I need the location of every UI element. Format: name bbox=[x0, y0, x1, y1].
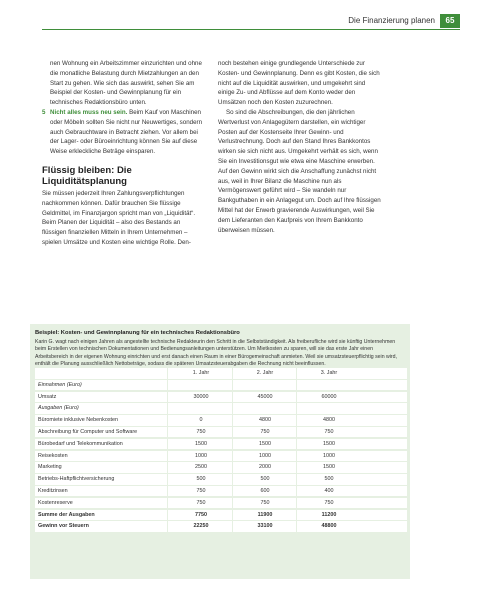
row-value-year-1: 7750 bbox=[195, 511, 207, 518]
row-value-year-3: 60000 bbox=[321, 393, 337, 400]
row-value-year-1 bbox=[171, 380, 231, 391]
row-label: Einnahmen (Euro) bbox=[38, 381, 82, 388]
row-label: Summe der Ausgaben bbox=[38, 511, 95, 518]
column-header bbox=[38, 368, 166, 379]
table-row bbox=[35, 498, 407, 509]
table-row bbox=[35, 380, 407, 391]
body-paragraph: So sind die Abschreibungen, die den jährlichen Wertverlust von Anlagegütern darstellen, ein wichtiger Posten auf der Kostenseite Ihrer Gewinn- und Verlustrechnung. Doch auf den Stand Ihres Bankkontos wirken sie sich nicht aus. Umgekehrt verhält es sich, wenn Sie ein Investitionsgut wie etwa eine Maschine erwerben. Auf den Gewinn wirkt sich die Anschaffung zunächst nicht aus, weil in Ihrer Bilanz die Maschine nun als Vermögenswert geführt wird – Sie wandeln nur Bankguthaben in ein Anlagegut um. Doch auf Ihre flüssigen Mittel hat der Erwerb gravierende Auswirkungen, weil Sie dem Lieferanten den Kaufpreis von Ihrem Bankkonto überweisen müssen. bbox=[218, 108, 381, 234]
row-value-year-2: 11900 bbox=[257, 511, 273, 518]
table-row bbox=[35, 462, 407, 473]
column-header: 3. Jahr bbox=[320, 370, 338, 376]
page-header bbox=[0, 14, 480, 30]
table-row bbox=[35, 439, 407, 450]
row-value-year-2: 750 bbox=[260, 428, 270, 435]
row-value-year-2: 750 bbox=[260, 499, 270, 506]
row-label: Marketing bbox=[38, 464, 62, 471]
row-value-year-2: 4800 bbox=[259, 417, 271, 424]
table-row bbox=[35, 510, 407, 521]
row-value-year-1: 22250 bbox=[193, 523, 209, 530]
row-label: Gewinn vor Steuern bbox=[38, 523, 89, 530]
row-value-year-2: 33100 bbox=[257, 523, 273, 530]
row-value-year-2: 2000 bbox=[259, 464, 271, 471]
table-row bbox=[35, 451, 407, 462]
row-value-year-3: 1000 bbox=[323, 452, 335, 459]
row-label: Kreditzinsen bbox=[38, 487, 68, 494]
row-value-year-3 bbox=[299, 403, 359, 414]
row-label: Ausgaben (Euro) bbox=[38, 405, 79, 412]
table-header-row bbox=[35, 368, 407, 379]
row-label: Büromiete inklusive Nebenkosten bbox=[38, 417, 119, 424]
row-label: Umsatz bbox=[38, 393, 57, 400]
row-value-year-2: 500 bbox=[260, 476, 270, 483]
list-item-text: Beim Kauf von Maschinen oder Möbeln sollten Sie nicht nur Neuwertiges, sondern auch Gebrauchtware in Betracht ziehen. Vor allem bei der Lager- oder Büroeinrichtung können Sie auf diese Weise erkleckliche Beträge einsparen. bbox=[50, 108, 203, 156]
row-value-year-2: 45000 bbox=[257, 393, 273, 400]
row-value-year-3: 11200 bbox=[321, 511, 337, 518]
running-title: Die Finanzierung planen bbox=[348, 16, 435, 25]
row-value-year-3: 1500 bbox=[323, 464, 335, 471]
list-item-text: nen Wohnung ein Arbeitszimmer einzurichten und ohne die monatliche Belastung durch Mietzahlungen an den Start zu gehen. Wie sich das auswirkt, sehen Sie am Beispiel der Kosten- und Gewinnplanung für ein technisches Redaktionsbüro unten. bbox=[50, 60, 202, 107]
row-label: Betriebs-Haftpflichtversicherung bbox=[38, 476, 115, 483]
table-row bbox=[35, 403, 407, 414]
row-label: Bürobedarf und Telekommunikation bbox=[38, 440, 123, 447]
row-value-year-3: 500 bbox=[324, 476, 334, 483]
header-rule bbox=[42, 29, 460, 30]
body-paragraph: Sie müssen jederzeit Ihren Zahlungsverpflichtungen nachkommen können. Dafür brauchen Sie flüssige Geldmittel, im Finanzjargon spricht man von „Liquidität“. Beim Planen der Liquidität – also des Bestands an flüssigen finanziellen Mitteln in Ihrem Unternehmen – spielen Umsätze und Kosten eine wichtige Rolle. Den- bbox=[42, 189, 196, 246]
example-text: Karin G. wagt nach einigen Jahren als angestellte technische Redakteurin den Schritt in die Selbstständigkeit. Als freiberufliche wird sie künftig Unternehmen beim Erstellen von technischen Dokumentationen und Bedienungsanleitungen unterstützen. Um Mietkosten zu sparen, will sie das erste Jahr einen Arbeitsbereich in der eigenen Wohnung einrichten und erst danach einen Raum in einer Bürogemeinschaft anmieten. Weil sie umsatzsteuerpflichtig sein wird, enthält die Planung ausschließlich Nettobeträge, sodass die späteren Umsatzsteuerabgaben die Rechnung nicht beeinflussen. bbox=[35, 339, 397, 368]
row-value-year-3: 750 bbox=[324, 499, 334, 506]
row-value-year-3: 750 bbox=[324, 428, 334, 435]
row-label: Reisekosten bbox=[38, 452, 68, 459]
example-title: Beispiel: Kosten- und Gewinnplanung für ein technisches Redaktionsbüro bbox=[35, 330, 240, 336]
row-value-year-3: 1500 bbox=[323, 440, 335, 447]
row-value-year-3: 48800 bbox=[321, 523, 337, 530]
example-box bbox=[30, 324, 410, 579]
right-column bbox=[218, 59, 383, 235]
row-value-year-2: 600 bbox=[260, 487, 270, 494]
row-value-year-1: 1500 bbox=[195, 440, 207, 447]
row-label: Abschreibung für Computer und Software bbox=[38, 428, 138, 435]
body-paragraph: noch bestehen einige grundlegende Unterschiede zur Kosten- und Gewinnplanung. Denn es gibt Kosten, die sich nicht auf die Liquidität auswirken, und umgekehrt sind einige Zu- und Abflüsse auf dem Konto weder den Umsätzen noch den Kosten zuzurechnen. bbox=[218, 60, 380, 107]
left-column bbox=[42, 59, 204, 248]
list-item-number: 5 bbox=[42, 108, 46, 116]
table-row bbox=[35, 521, 407, 532]
row-value-year-1: 30000 bbox=[193, 393, 209, 400]
table-row bbox=[35, 415, 407, 426]
list-item-lead: Nicht alles muss neu sein. bbox=[50, 108, 128, 116]
table-row bbox=[35, 486, 407, 497]
row-value-year-2 bbox=[235, 380, 295, 391]
row-value-year-2 bbox=[235, 403, 295, 414]
row-value-year-1: 500 bbox=[196, 476, 206, 483]
list-item-5 bbox=[42, 108, 204, 157]
section-heading: Flüssig bleiben: Die Liquiditätsplanung bbox=[42, 164, 132, 187]
row-label: Kostenreserve bbox=[38, 499, 73, 506]
row-value-year-2: 1500 bbox=[259, 440, 271, 447]
table-row bbox=[35, 474, 407, 485]
list-item-4-continuation bbox=[42, 59, 204, 108]
cost-profit-table bbox=[35, 368, 407, 533]
row-value-year-1: 0 bbox=[199, 417, 203, 424]
row-value-year-1 bbox=[171, 403, 231, 414]
row-value-year-1: 750 bbox=[196, 487, 206, 494]
row-value-year-1: 1000 bbox=[195, 452, 207, 459]
column-header: 2. Jahr bbox=[256, 370, 274, 376]
row-value-year-1: 750 bbox=[196, 499, 206, 506]
row-value-year-1: 750 bbox=[196, 428, 206, 435]
row-value-year-3: 4800 bbox=[323, 417, 335, 424]
table-row bbox=[35, 427, 407, 438]
row-value-year-3: 400 bbox=[324, 487, 334, 494]
row-value-year-1: 2500 bbox=[195, 464, 207, 471]
column-header: 1. Jahr bbox=[192, 370, 210, 376]
row-value-year-3 bbox=[299, 380, 359, 391]
table-row bbox=[35, 392, 407, 403]
row-value-year-2: 1000 bbox=[259, 452, 271, 459]
page-number-badge: 65 bbox=[440, 14, 460, 28]
